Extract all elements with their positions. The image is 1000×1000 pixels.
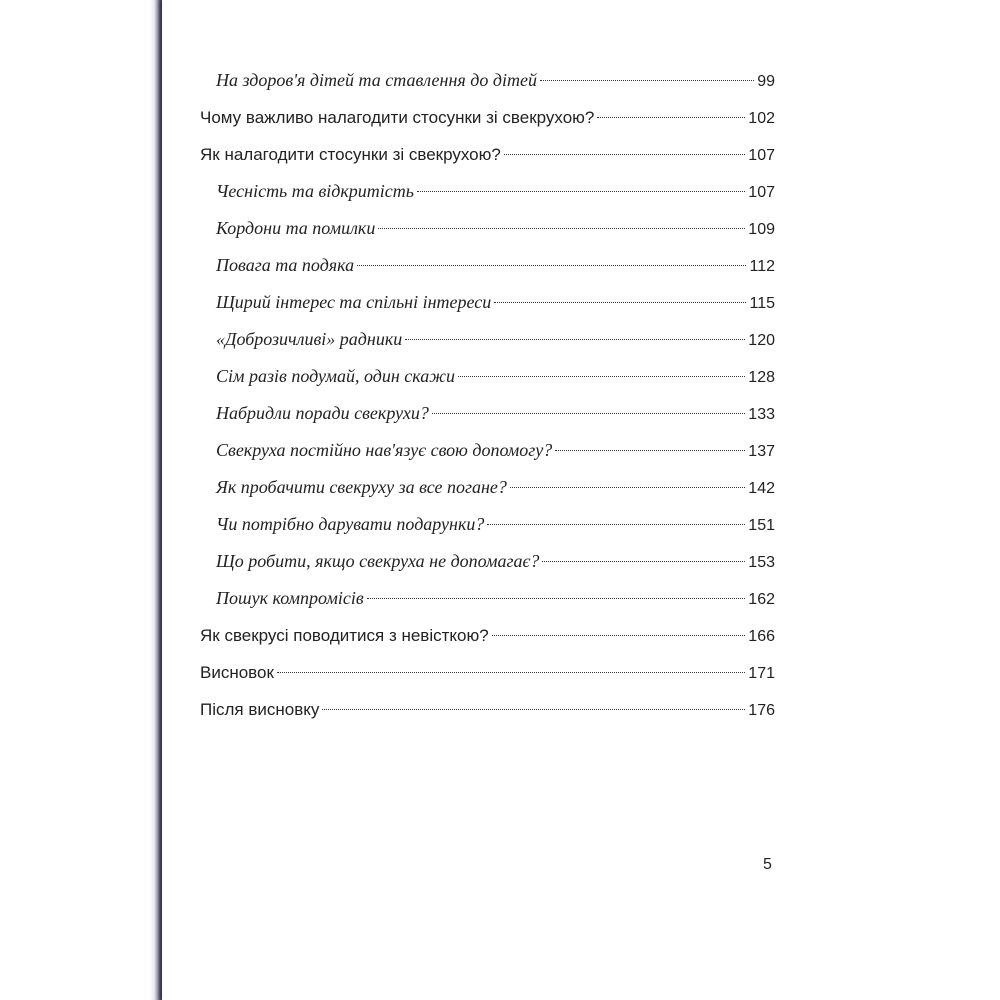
toc-entry xyxy=(200,99,775,136)
toc-entry-title: На здоров'я дітей та ставлення до дітей xyxy=(216,70,537,90)
toc-entry-title: Щирий інтерес та спільні інтереси xyxy=(216,292,492,312)
toc-entry-page: 99 xyxy=(757,73,775,90)
dot-leader xyxy=(378,228,745,229)
toc-entry-page: 128 xyxy=(748,369,775,386)
dot-leader xyxy=(492,635,746,636)
toc-entry-title: Як налагодити стосунки зі свекрухою? xyxy=(200,145,501,164)
dot-leader xyxy=(540,80,754,81)
toc-entry-title: Чи потрібно дарувати подарунки? xyxy=(216,514,485,534)
toc-entry xyxy=(200,395,775,432)
table-of-contents xyxy=(200,62,775,728)
toc-entry xyxy=(200,321,775,358)
toc-entry-title: Сім разів подумай, один скажи xyxy=(216,366,455,386)
dot-leader xyxy=(487,524,745,525)
dot-leader xyxy=(432,413,745,414)
toc-entry-page: 133 xyxy=(748,406,775,423)
dot-leader xyxy=(510,487,745,488)
toc-entry xyxy=(200,691,775,728)
toc-entry-title: «Доброзичливі» радники xyxy=(216,329,403,349)
toc-entry xyxy=(200,506,775,543)
dot-leader xyxy=(494,302,746,303)
toc-entry-title: Чесність та відкритість xyxy=(216,181,414,201)
toc-entry-title: Чому важливо налагодити стосунки зі свекрухою? xyxy=(200,108,595,127)
dot-leader xyxy=(597,117,745,118)
dot-leader xyxy=(357,265,746,266)
toc-entry xyxy=(200,617,775,654)
toc-entry xyxy=(200,173,775,210)
toc-entry-page: 151 xyxy=(748,517,775,534)
book-spine-shadow xyxy=(150,0,162,1000)
toc-entry-page: 102 xyxy=(748,110,775,127)
toc-entry-page: 166 xyxy=(748,628,775,645)
toc-entry xyxy=(200,62,775,99)
toc-entry-title: Що робити, якщо свекруха не допомагає? xyxy=(216,551,540,571)
toc-entry xyxy=(200,432,775,469)
toc-entry xyxy=(200,136,775,173)
dot-leader xyxy=(458,376,745,377)
toc-entry xyxy=(200,247,775,284)
toc-entry-title: Пошук компромісів xyxy=(216,588,364,608)
dot-leader xyxy=(504,154,745,155)
toc-entry-title: Повага та подяка xyxy=(216,255,355,275)
page-number: 5 xyxy=(763,856,772,873)
toc-entry-page: 153 xyxy=(748,554,775,571)
toc-entry-page: 120 xyxy=(748,332,775,349)
toc-entry xyxy=(200,580,775,617)
toc-entry xyxy=(200,284,775,321)
toc-entry-title: Набридли поради свекрухи? xyxy=(216,403,429,423)
dot-leader xyxy=(417,191,745,192)
toc-entry-title: Кордони та помилки xyxy=(216,218,376,238)
dot-leader xyxy=(405,339,745,340)
dot-leader xyxy=(367,598,746,599)
toc-entry xyxy=(200,654,775,691)
toc-entry-page: 171 xyxy=(748,665,775,682)
toc-entry-title: Свекруха постійно нав'язує свою допомогу? xyxy=(216,440,553,460)
toc-entry xyxy=(200,469,775,506)
toc-entry-title: Висновок xyxy=(200,663,274,682)
toc-entry-page: 137 xyxy=(748,443,775,460)
toc-entry xyxy=(200,210,775,247)
dot-leader xyxy=(555,450,745,451)
toc-entry-page: 107 xyxy=(748,147,775,164)
dot-leader xyxy=(542,561,745,562)
toc-entry-page: 142 xyxy=(748,480,775,497)
toc-entry-title: Як свекрусі поводитися з невісткою? xyxy=(200,626,489,645)
toc-entry-page: 115 xyxy=(749,295,775,312)
toc-entry-page: 107 xyxy=(748,184,775,201)
toc-entry-title: Як пробачити свекруху за все погане? xyxy=(216,477,507,497)
dot-leader xyxy=(277,672,745,673)
toc-entry-page: 109 xyxy=(748,221,775,238)
toc-entry-page: 112 xyxy=(749,258,775,275)
toc-entry-page: 176 xyxy=(748,702,775,719)
toc-entry-page: 162 xyxy=(748,591,775,608)
toc-entry xyxy=(200,543,775,580)
dot-leader xyxy=(322,709,745,710)
toc-entry-title: Після висновку xyxy=(200,700,320,719)
toc-entry xyxy=(200,358,775,395)
